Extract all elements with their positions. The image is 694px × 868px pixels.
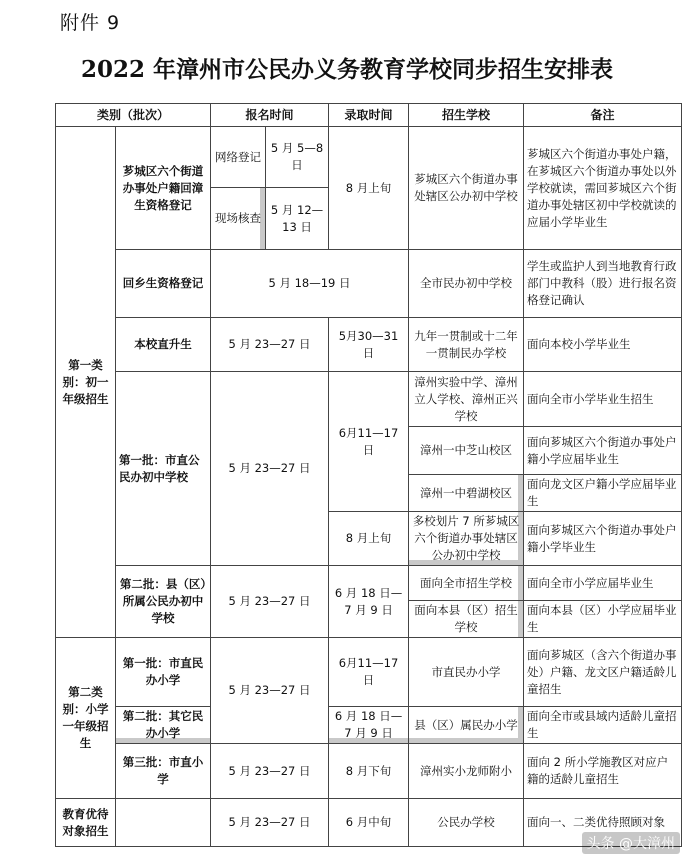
note-cell: 学生或监护人到当地教育行政部门中教科（股）进行报名资格登记确认 [524, 250, 682, 318]
table-row [56, 744, 682, 799]
note-cell: 面向本县（区）小学应届毕业生 [524, 601, 682, 638]
admit-cell: 8 月上旬 [329, 512, 409, 566]
school-cell: 漳州一中碧湖校区 [409, 475, 524, 512]
register-cell: 5 月 23—27 日 [211, 744, 329, 799]
register-date: 5 月 5—8 日 [266, 127, 329, 188]
admit-cell: 8 月下旬 [329, 744, 409, 799]
batch-cell: 第三批：市直小学 [116, 744, 211, 799]
register-cell: 5 月 18—19 日 [211, 250, 409, 318]
table-header-row [56, 104, 682, 127]
category-cell: 第一类别：初一年级招生 [56, 127, 116, 638]
note-cell: 面向芗城区六个街道办事处户籍小学应届毕业生 [524, 427, 682, 475]
table-row [56, 638, 682, 707]
admit-cell: 6 月中旬 [329, 799, 409, 847]
note-cell: 芗城区六个街道办事处户籍，在芗城区六个街道办事处以外学校就读，需回芗城区六个街道办事处辖区初中学校就读的应届小学毕业生 [524, 127, 682, 250]
batch-cell: 第二批：县（区）所属公民办初中学校 [116, 566, 211, 638]
school-cell: 漳州实小龙师附小 [409, 744, 524, 799]
table-row [56, 566, 682, 601]
note-cell: 面向本校小学毕业生 [524, 318, 682, 372]
admit-cell: 5月30—31 日 [329, 318, 409, 372]
batch-cell: 第一批：市直民办小学 [116, 638, 211, 707]
category-cell: 第二类别：小学一年级招生 [56, 638, 116, 799]
note-cell: 面向芗城区（含六个街道办事处）户籍、龙文区户籍适龄儿童招生 [524, 638, 682, 707]
column-header: 报名时间 [211, 104, 329, 127]
note-cell: 面向龙文区户籍小学应届毕业生 [524, 475, 682, 512]
admit-cell: 6月11—17 日 [329, 638, 409, 707]
register-date: 5 月 12—13 日 [266, 188, 329, 250]
attachment-label: 附件 9 [60, 12, 121, 34]
column-header: 招生学校 [409, 104, 524, 127]
batch-cell: 第二批：其它民办小学 [116, 707, 211, 744]
note-cell: 面向芗城区六个街道办事处户籍小学毕业生 [524, 512, 682, 566]
batch-cell: 芗城区六个街道办事处户籍回漳生资格登记 [116, 127, 211, 250]
school-cell: 芗城区六个街道办事处辖区公办初中学校 [409, 127, 524, 250]
batch-cell: 回乡生资格登记 [116, 250, 211, 318]
note-cell: 面向全市小学应届毕业生 [524, 566, 682, 601]
note-cell: 面向全市或县域内适龄儿童招生 [524, 707, 682, 744]
register-cell: 5 月 23—27 日 [211, 799, 329, 847]
register-cell: 5 月 23—27 日 [211, 638, 329, 744]
register-cell: 5 月 23—27 日 [211, 372, 329, 566]
school-cell: 全市民办初中学校 [409, 250, 524, 318]
table-row [56, 707, 682, 744]
table-row [56, 250, 682, 318]
batch-cell: 本校直升生 [116, 318, 211, 372]
school-cell: 漳州一中芝山校区 [409, 427, 524, 475]
school-cell: 县（区）属民办小学 [409, 707, 524, 744]
school-cell: 九年一贯制或十二年一贯制民办学校 [409, 318, 524, 372]
school-cell: 面向本县（区）招生学校 [409, 601, 524, 638]
school-cell: 漳州实验中学、漳州立人学校、漳州正兴学校 [409, 372, 524, 427]
page-title: 2022 年漳州市公民办义务教育学校同步招生安排表 [80, 56, 614, 83]
school-cell: 市直民办小学 [409, 638, 524, 707]
column-header: 录取时间 [329, 104, 409, 127]
note-cell: 面向 2 所小学施教区对应户籍的适龄儿童招生 [524, 744, 682, 799]
batch-cell: 第一批：市直公民办初中学校 [116, 372, 211, 566]
note-cell: 面向一、二类优待照顾对象 [524, 799, 682, 847]
school-cell: 多校划片 7 所芗城区六个街道办事处辖区公办初中学校 [409, 512, 524, 566]
school-cell: 面向全市招生学校 [409, 566, 524, 601]
register-cell: 5 月 23—27 日 [211, 566, 329, 638]
admit-cell: 6 月 18 日—7 月 9 日 [329, 707, 409, 744]
category-cell: 教育优待对象招生 [56, 799, 116, 847]
table-row [56, 372, 682, 427]
school-cell: 公民办学校 [409, 799, 524, 847]
watermark: 头条 @大漳州 [582, 832, 680, 854]
table-row [56, 318, 682, 372]
register-cell: 5 月 23—27 日 [211, 318, 329, 372]
admit-cell: 6月11—17 日 [329, 372, 409, 512]
admit-cell: 6 月 18 日—7 月 9 日 [329, 566, 409, 638]
batch-cell [116, 799, 211, 847]
note-cell: 面向全市小学毕业生招生 [524, 372, 682, 427]
admit-cell: 8 月上旬 [329, 127, 409, 250]
register-method: 现场核查 [211, 188, 266, 250]
column-header: 备注 [524, 104, 682, 127]
table-row [56, 127, 682, 188]
enrollment-table [55, 103, 682, 847]
register-method: 网络登记 [211, 127, 266, 188]
column-header: 类别（批次） [56, 104, 211, 127]
